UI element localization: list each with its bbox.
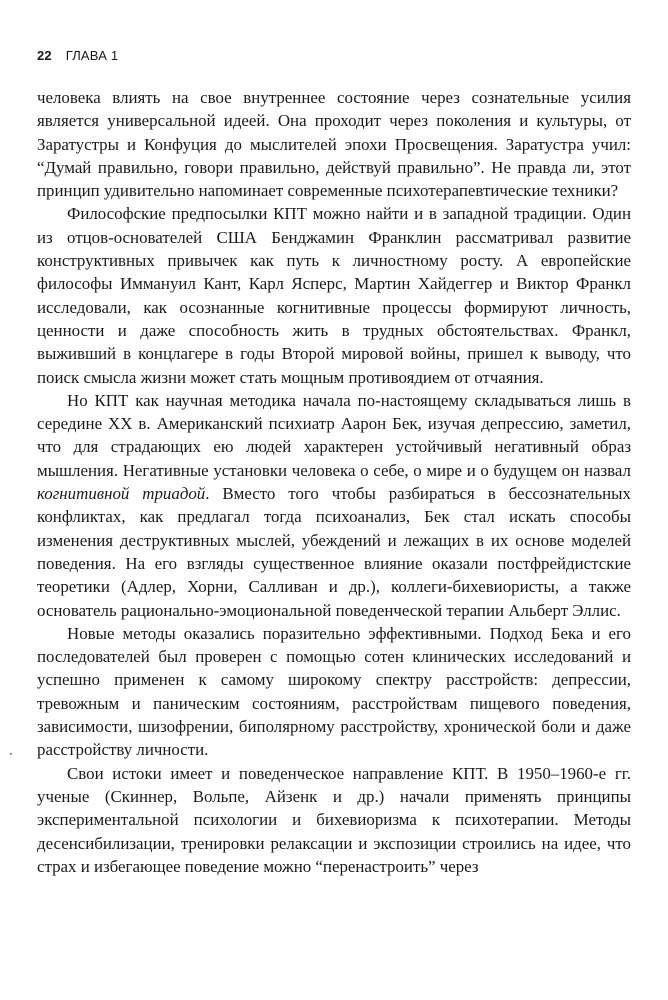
paragraph-3-before: Но КПТ как научная методика начала по-настоящему складываться лишь в середине XX в. Американский психиатр Аарон Бек, изучая депрессию, заметил, что для страдающих ею людей характерен устойчивый негативный образ мышления. Негативные установки человека о себе, о мире и о будущем он назвал bbox=[37, 390, 631, 480]
running-head bbox=[37, 48, 118, 63]
paragraph-2: Философские предпосылки КПТ можно найти и в западной традиции. Один из отцов-основателей США Бенджамин Франклин рассматривал развитие конструктивных привычек как путь к личностному росту. А европейские философы Иммануил Кант, Карл Ясперс, Мартин Хайдеггер и Виктор Франкл исследовали, как осознанные когнитивные процессы формируют личность, ценности и даже способность жить в трудных обстоятельствах. Франкл, выживший в концлагере в годы Второй мировой войны, пришел к выводу, что поиск смысла жизни может стать мощным противоядием от отчаяния. bbox=[37, 204, 631, 387]
page-number: 22 bbox=[37, 48, 52, 63]
chapter-title: ГЛАВА 1 bbox=[65, 48, 119, 63]
paragraph-1: человека влиять на свое внутреннее состояние через сознательные усилия является универсальной идеей. Она проходит через поколения и культуры, от Заратустры и Конфуция до мыслителей эпохи Просвещения. Заратустра учил: “Думай правильно, говори правильно, действуй правильно”. Не правда ли, этот принцип удивительно напоминает современные психотерапевтические техники? bbox=[37, 88, 631, 201]
paragraph-3-after: . Вместо того чтобы разбираться в бессознательных конфликтах, как предлагал тогда психоанализ, Бек стал искать способы изменения деструктивных мыслей, убеждений и лежащих в их основе моделей поведения. На его взгляды существенное влияние оказали постфрейдистские теоретики (Адлер, Хорни, Салливан и др.), коллеги-бихевиористы, а также основатель рационально-эмоциональной поведенческой терапии Альберт Эллис. bbox=[37, 484, 631, 620]
margin-mark bbox=[10, 753, 12, 755]
paragraph-5: Свои истоки имеет и поведенческое направление КПТ. В 1950–1960-е гг. ученые (Скиннер, Вольпе, Айзенк и др.) начали применять принципы экспериментальной психологии и бихевиоризма к психотерапии. Методы десенсибилизации, тренировки релаксации и экспозиции строились на идее, что страх и избегающее поведение можно “перенастроить” через bbox=[37, 763, 631, 876]
body-text bbox=[37, 86, 631, 878]
paragraph-3 bbox=[37, 389, 631, 622]
paragraph-4: Новые методы оказались поразительно эффективными. Подход Бека и его последователей был проверен с помощью сотен клинических исследований и успешно применен к самому широкому спектру расстройств: депрессии, тревожным и паническим состояниям, расстройствам пищевого поведения, зависимости, шизофрении, биполярному расстройству, хронической боли и даже расстройству личности. bbox=[37, 623, 631, 760]
paragraph-3-emphasis: когнитивной триадой bbox=[37, 484, 206, 504]
